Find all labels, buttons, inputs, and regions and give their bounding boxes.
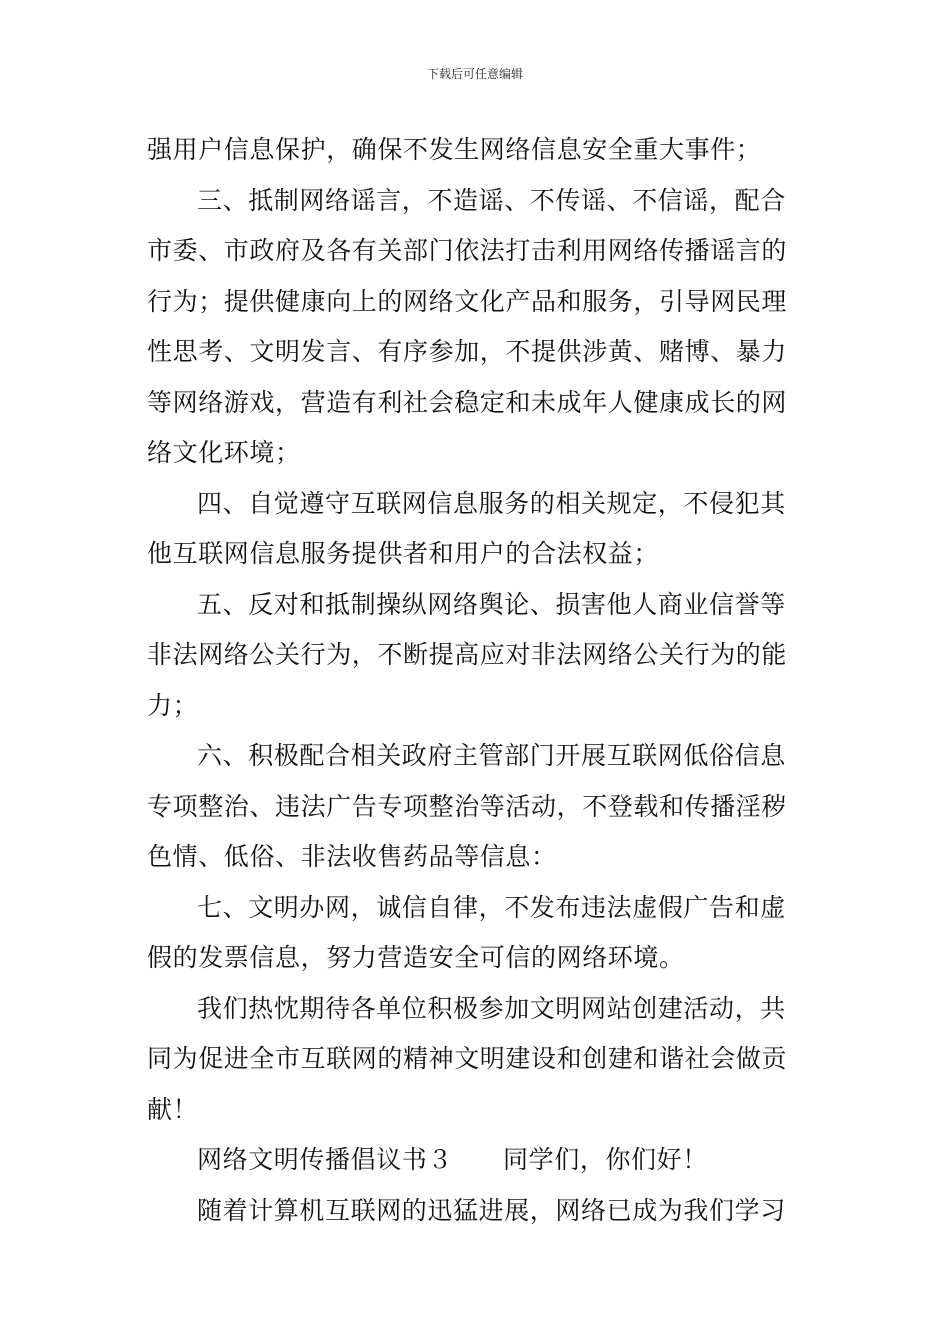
page-header-note: 下载后可任意编辑 [426, 67, 523, 81]
document-split-line [147, 1135, 813, 1186]
text-line: 随着计算机互联网的迅猛进展，网络已成为我们学习 [197, 1195, 786, 1225]
text-line: 力； [147, 690, 199, 720]
text-line: 行为；提供健康向上的网络文化产品和服务，引导网民理 [147, 286, 788, 316]
text-line: 专项整治、违法广告专项整治等活动，不登载和传播淫秽 [147, 791, 788, 821]
text-line: 六、积极配合相关政府主管部门开展互联网低俗信息 [197, 741, 786, 770]
text-line: 性思考、文明发言、有序参加，不提供涉黄、赌博、暴力 [147, 337, 788, 366]
text-line: 非法网络公关行为，不断提高应对非法网络公关行为的能 [147, 640, 788, 669]
greeting: 同学们，你们好！ [503, 1145, 708, 1174]
text-line: 五、反对和抵制操纵网络舆论、损害他人商业信誉等 [197, 589, 786, 619]
paragraph-lines [147, 125, 813, 1135]
text-line: 络文化环境； [147, 438, 301, 467]
text-line: 三、抵制网络谣言，不造谣、不传谣、不信谣，配合 [197, 185, 786, 215]
text-line: 他互联网信息服务提供者和用户的合法权益； [147, 539, 660, 568]
text-line: 我们热忱期待各单位积极参加文明网站创建活动，共 [197, 993, 786, 1023]
text-line: 假的发票信息，努力营造安全可信的网络环境。 [147, 943, 685, 972]
text-line: 市委、市政府及各有关部门依法打击利用网络传播谣言的 [147, 236, 788, 265]
document-body [147, 125, 813, 1236]
text-line: 献！ [147, 1094, 199, 1124]
text-line: 强用户信息保护，确保不发生网络信息安全重大事件； [147, 135, 762, 164]
document-subtitle: 网络文明传播倡议书３ [197, 1145, 454, 1174]
text-line: 等网络游戏，营造有利社会稳定和未成年人健康成长的网 [147, 387, 788, 417]
text-line: 色情、低俗、非法收售药品等信息： [147, 842, 557, 871]
text-line: 同为促进全市互联网的精神文明建设和创建和谐社会做贡 [147, 1044, 788, 1073]
text-line: 四、自觉遵守互联网信息服务的相关规定，不侵犯其 [197, 488, 786, 518]
text-line: 七、文明办网，诚信自律，不发布违法虚假广告和虚 [197, 892, 786, 922]
